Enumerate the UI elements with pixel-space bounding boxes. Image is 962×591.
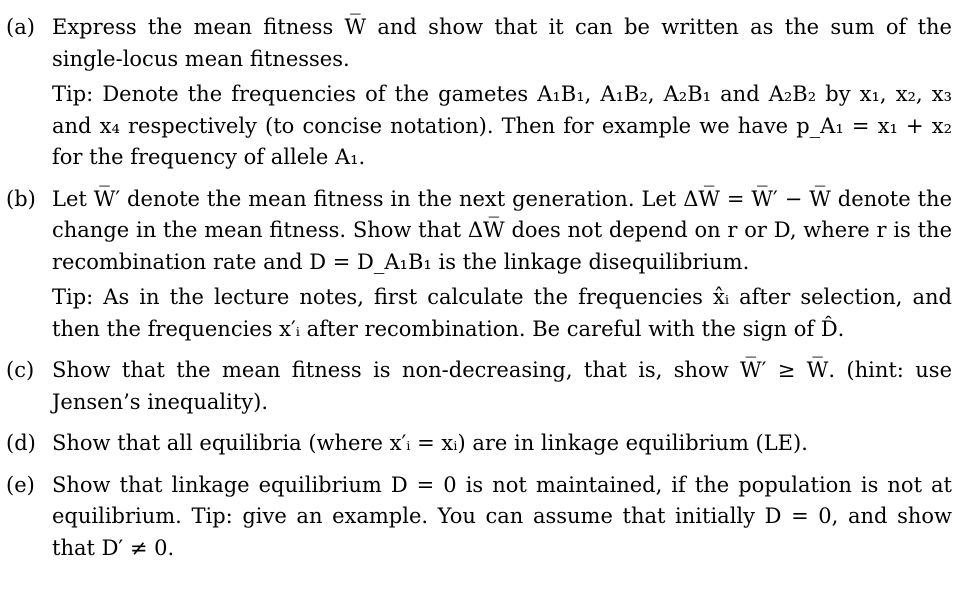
item-label: (b) — [6, 186, 36, 211]
item-text: Show that linkage equilibrium D = 0 is not maintained, if the population is not at equilibrium. Tip: give an example. You can assume that initially D = 0, and show that D′ ≠ 0. — [52, 472, 952, 560]
item-body — [52, 184, 952, 346]
exercise-item-a — [6, 12, 952, 174]
item-label: (a) — [6, 15, 35, 39]
item-label: (c) — [6, 358, 35, 382]
item-text: Let W̅′ denote the mean fitness in the next generation. Let ΔW̅ = W̅′ − W̅ denote the change in the mean fitness. Show that ΔW̅ does not depend on r or D, where r is the recombination rate and D = D_A₁B₁ is the linkage disequilibrium. — [52, 186, 952, 274]
item-body — [52, 470, 952, 565]
item-body — [52, 428, 952, 460]
exercise-item-e — [6, 470, 952, 565]
item-body — [52, 12, 952, 174]
item-text: Show that the mean fitness is non-decreasing, that is, show W̅′ ≥ W̅. (hint: use Jensen’s inequality). — [52, 358, 952, 414]
item-label: (e) — [6, 472, 35, 497]
item-tip: Tip: Denote the frequencies of the gametes A₁B₁, A₁B₂, A₂B₁ and A₂B₂ by x₁, x₂, x₃ and x₄ respectively (to concise notation). Then for example we have p_A₁ = x₁ + x₂ for the frequency of allele A₁. — [52, 82, 952, 169]
exercise-item-b — [6, 184, 952, 346]
exercise-item-d — [6, 428, 952, 460]
item-body — [52, 355, 952, 418]
item-label: (d) — [6, 431, 36, 455]
item-text: Express the mean fitness W̅ and show that it can be written as the sum of the single-locus mean fitnesses. — [52, 15, 952, 71]
item-tip: Tip: As in the lecture notes, first calculate the frequencies x̂ᵢ after selection, and then the frequencies x′ᵢ after recombination. Be careful with the sign of D̂. — [52, 285, 952, 341]
exercise-item-c — [6, 355, 952, 418]
item-text: Show that all equilibria (where x′ᵢ = xᵢ) are in linkage equilibrium (LE). — [52, 431, 808, 455]
